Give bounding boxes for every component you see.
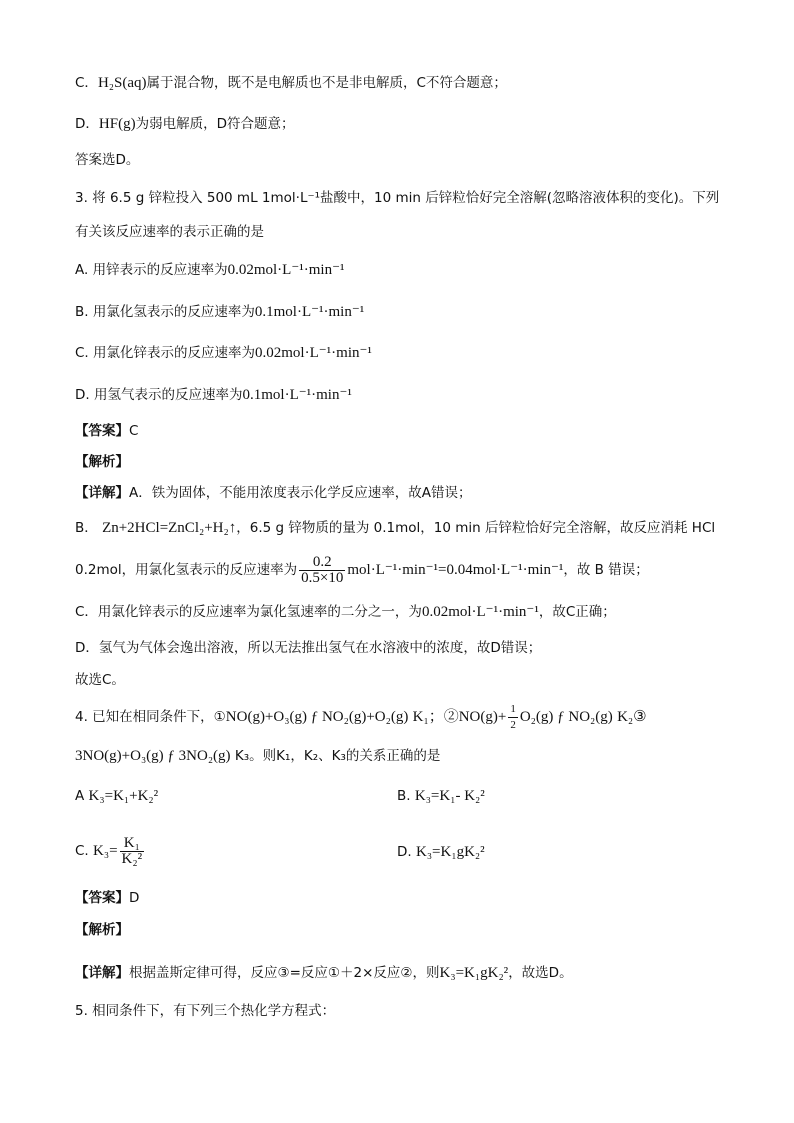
q4-analysis-tag: 【解析】 [75, 922, 129, 938]
reaction-1: NO(g)+O₃(g) ƒ NO₂(g)+O₂(g) [225, 709, 409, 725]
q3-conclusion: 故选C。 [75, 672, 125, 688]
q4-detail: 【详解】根据盖斯定律可得，反应③=反应①＋2×反应②，则K₃=K₁gK₂²，故选D。 [75, 965, 573, 981]
q3-stem-line1: 3. 将 6.5 g 锌粒投入 500 mL 1mol·L⁻¹盐酸中，10 min 后锌粒恰好完全溶解(忽略溶液体积的变化)。下列 [75, 190, 720, 206]
hf-formula: HF(g) [98, 116, 136, 132]
q4-option-d: D. K₃=K₁gK₂² [397, 844, 485, 860]
s2-answer-line: 答案选D。 [75, 152, 140, 168]
q4-option-c: C. K₃= $\frac{\text{K₁}}{\text{K₂²}}$ [75, 834, 143, 867]
q5-stem: 5. 相同条件下，有下列三个热化学方程式： [75, 1003, 336, 1019]
q3-option-d: D. 用氢气表示的反应速率为0.1mol·L⁻¹·min⁻¹ [75, 387, 352, 403]
q4-stem-line1: 4. 已知在相同条件下，①NO(g)+O₃(g) ƒ NO₂(g)+O₂(g) K₁；②NO(g)+ $\frac{1}{2}$ O₂(g) ƒ NO₂(g) K₂③ [75, 702, 647, 731]
k1-over-k2sq-fraction: $\frac{\text{K₁}}{\text{K₂²}}$ [121, 834, 143, 867]
q4-stem-line2: 3NO(g)+O₃(g) ƒ 3NO₂(g) K₃。则K₁，K₂、K₃的关系正确的是 [75, 748, 441, 764]
q3-detail-d: D．氢气为气体会逸出溶液，所以无法推出氢气在水溶液中的浓度，故D错误； [75, 640, 542, 656]
reaction-2b: O₂(g) ƒ NO₂(g) [519, 709, 613, 725]
reaction-3: 3NO(g)+O₃(g) ƒ 3NO₂(g) [75, 748, 231, 764]
rate-fraction: $\frac{0.2}{0.5\times 10}$ [301, 553, 344, 586]
q4-option-a: A K₃=K₁+K₂² [75, 788, 159, 804]
q3-detail-b: B． Zn+2HCl=ZnCl₂+H₂↑，6.5 g 锌物质的量为 0.1mol，10 min 后锌粒恰好完全溶解，故反应消耗 HCl [75, 520, 716, 536]
q3-stem-line2: 有关该反应速率的表示正确的是 [75, 224, 264, 240]
zn-reaction-equation: Zn+2HCl=ZnCl₂+H₂↑ [102, 520, 237, 536]
q3-detail-a: 【详解】A．铁为固体，不能用浓度表示化学反应速率，故A错误； [75, 485, 472, 501]
reaction-2a: NO(g)+ [458, 709, 507, 725]
q4-option-b: B. K₃=K₁- K₂² [397, 788, 485, 804]
q3-option-a: A. 用锌表示的反应速率为0.02mol·L⁻¹·min⁻¹ [75, 262, 345, 278]
q3-option-b: B. 用氯化氢表示的反应速率为0.1mol·L⁻¹·min⁻¹ [75, 304, 365, 320]
half-fraction: $\frac{1}{2}$ [510, 702, 516, 731]
s2-option-d-line: D．HF(g)为弱电解质，D符合题意； [75, 116, 295, 132]
q3-option-c: C. 用氯化锌表示的反应速率为0.02mol·L⁻¹·min⁻¹ [75, 345, 372, 361]
q3-answer: 【答案】C [75, 423, 139, 439]
q3-detail-c: C．用氯化锌表示的反应速率为氯化氢速率的二分之一，为0.02mol·L⁻¹·min⁻¹，故C正确； [75, 604, 616, 620]
q4-answer: 【答案】D [75, 890, 140, 906]
q3-detail-b2: 0.2mol，用氯化氢表示的反应速率为 $\frac{0.2}{0.5\times 10}$ mol·L⁻¹·min⁻¹=0.04mol·L⁻¹·min⁻¹，故 B 错误； [75, 553, 649, 586]
h2s-formula: H₂S(aq) [97, 75, 147, 91]
s2-option-c-line: C．H₂S(aq)属于混合物，既不是电解质也不是非电解质，C不符合题意； [75, 75, 507, 91]
q3-analysis-tag: 【解析】 [75, 454, 129, 470]
